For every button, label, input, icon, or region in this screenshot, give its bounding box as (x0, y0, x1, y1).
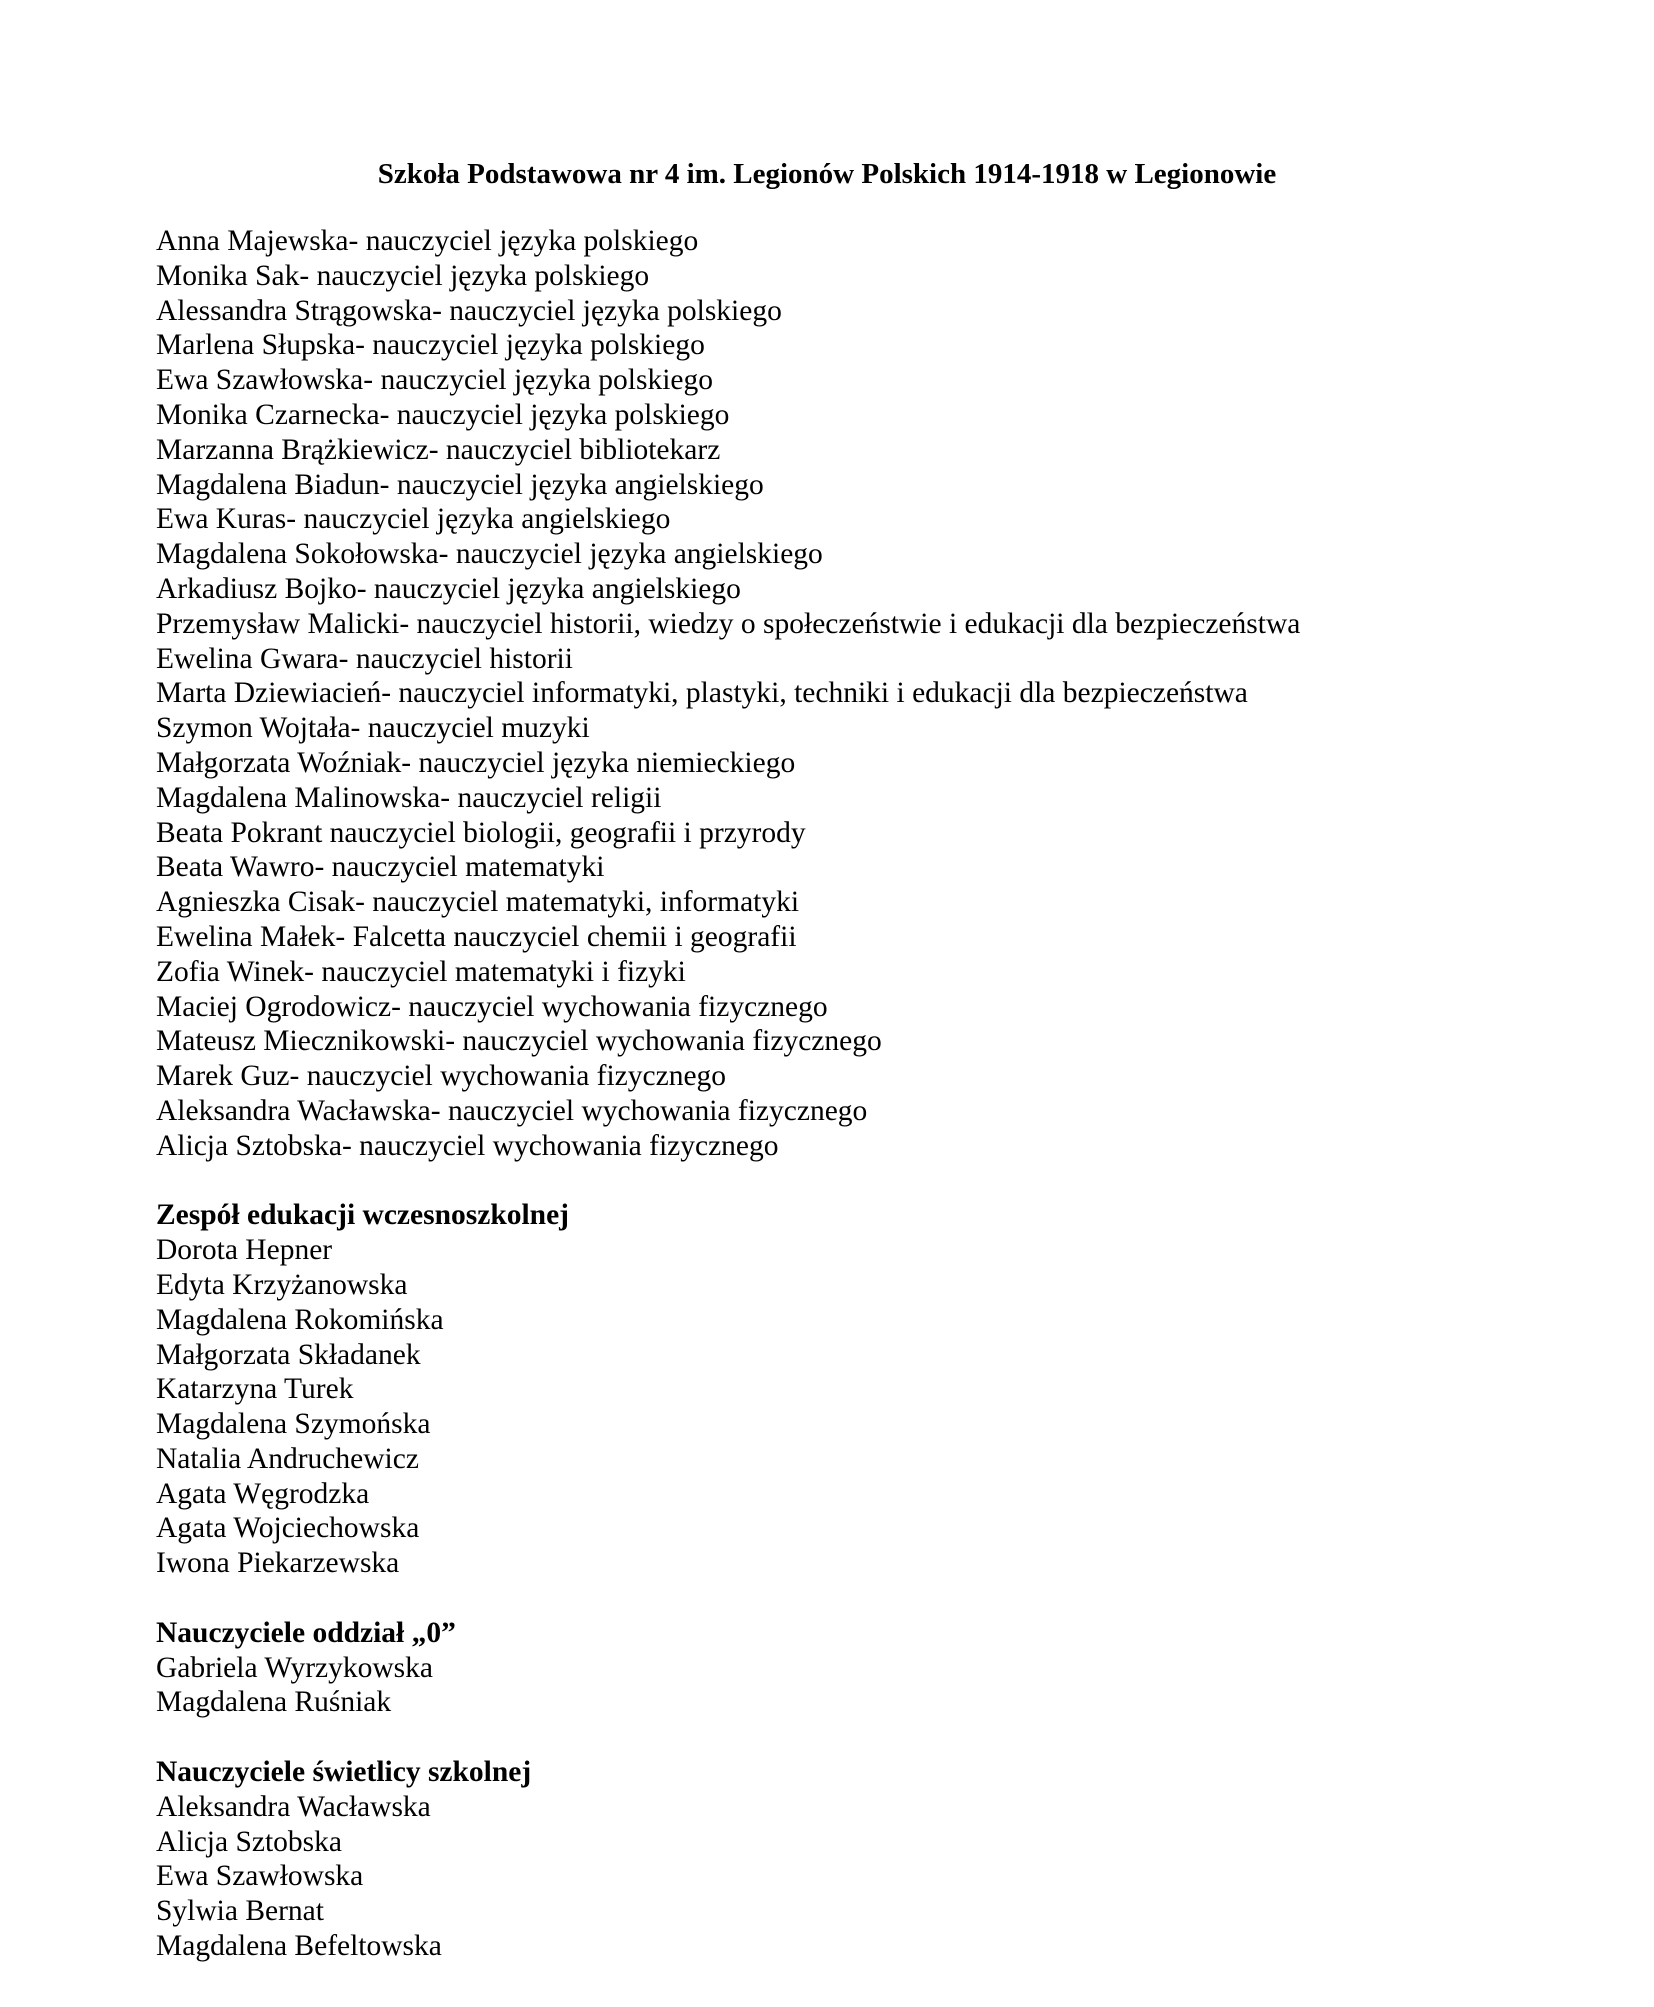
teacher-entry: Agnieszka Cisak- nauczyciel matematyki, informatyki (156, 886, 800, 919)
day-room-member: Magdalena Befeltowska (156, 1930, 442, 1963)
day-room-member: Alicja Sztobska (156, 1825, 342, 1858)
zero-class-member: Gabriela Wyrzykowska (156, 1651, 434, 1684)
teachers-list (156, 224, 1556, 1164)
teacher-entry: Magdalena Biadun- nauczyciel języka angielskiego (156, 468, 764, 501)
teacher-entry: Mateusz Miecznikowski- nauczyciel wychowania fizycznego (156, 1025, 882, 1058)
teacher-entry: Beata Pokrant nauczyciel biologii, geografii i przyrody (156, 816, 806, 849)
day-room-member: Aleksandra Wacławska (156, 1790, 431, 1823)
teacher-entry: Monika Czarnecka- nauczyciel języka polskiego (156, 398, 730, 431)
teacher-entry: Marzanna Brążkiewicz- nauczyciel bibliotekarz (156, 433, 721, 466)
early-education-member: Natalia Andruchewicz (156, 1442, 419, 1475)
zero-class-heading: Nauczyciele oddział „0” (156, 1616, 456, 1649)
teacher-entry: Alessandra Strągowska- nauczyciel języka polskiego (156, 294, 782, 327)
early-education-member: Dorota Hepner (156, 1234, 333, 1267)
early-education-section (156, 1198, 1556, 1581)
teacher-entry: Ewelina Małek- Falcetta nauczyciel chemii i geografii (156, 920, 797, 953)
early-education-member: Edyta Krzyżanowska (156, 1268, 408, 1301)
teacher-entry: Aleksandra Wacławska- nauczyciel wychowania fizycznego (156, 1094, 868, 1127)
teacher-entry: Beata Wawro- nauczyciel matematyki (156, 851, 605, 884)
day-room-member: Ewa Szawłowska (156, 1860, 364, 1893)
teacher-entry: Magdalena Sokołowska- nauczyciel języka angielskiego (156, 538, 823, 571)
early-education-member: Magdalena Szymońska (156, 1408, 431, 1441)
early-education-heading: Zespół edukacji wczesnoszkolnej (156, 1199, 569, 1232)
teacher-entry: Małgorzata Woźniak- nauczyciel języka niemieckiego (156, 746, 796, 779)
early-education-member: Agata Węgrodzka (156, 1477, 370, 1510)
teacher-entry: Ewelina Gwara- nauczyciel historii (156, 642, 573, 675)
zero-class-section (156, 1616, 1556, 1720)
teacher-entry: Anna Majewska- nauczyciel języka polskiego (156, 225, 699, 257)
early-education-member: Katarzyna Turek (156, 1373, 354, 1406)
teacher-entry: Marek Guz- nauczyciel wychowania fizycznego (156, 1060, 727, 1093)
teacher-entry: Alicja Sztobska- nauczyciel wychowania fizycznego (156, 1129, 779, 1162)
teacher-entry: Marta Dziewiacień- nauczyciel informatyki, plastyki, techniki i edukacji dla bezpieczeństwa (156, 677, 1248, 710)
teacher-entry: Zofia Winek- nauczyciel matematyki i fizyki (156, 955, 686, 988)
teacher-entry: Arkadiusz Bojko- nauczyciel języka angielskiego (156, 572, 741, 605)
early-education-member: Magdalena Rokomińska (156, 1303, 444, 1336)
teacher-entry: Maciej Ogrodowicz- nauczyciel wychowania fizycznego (156, 990, 828, 1023)
day-room-member: Sylwia Bernat (156, 1895, 324, 1928)
day-room-section (156, 1755, 1556, 1964)
teacher-entry: Szymon Wojtała- nauczyciel muzyki (156, 712, 590, 745)
teacher-entry: Magdalena Malinowska- nauczyciel religii (156, 781, 662, 814)
early-education-member: Iwona Piekarzewska (156, 1547, 400, 1580)
document-content (156, 224, 1556, 1964)
early-education-member: Małgorzata Składanek (156, 1338, 421, 1371)
document-title: Szkoła Podstawowa nr 4 im. Legionów Polskich 1914-1918 w Legionowie (377, 158, 1277, 190)
teacher-entry: Monika Sak- nauczyciel języka polskiego (156, 259, 650, 292)
zero-class-member: Magdalena Ruśniak (156, 1686, 392, 1719)
day-room-heading: Nauczyciele świetlicy szkolnej (156, 1756, 532, 1789)
teacher-entry: Ewa Kuras- nauczyciel języka angielskiego (156, 503, 671, 536)
early-education-member: Agata Wojciechowska (156, 1512, 420, 1545)
teacher-entry: Ewa Szawłowska- nauczyciel języka polskiego (156, 364, 714, 397)
teacher-entry: Przemysław Malicki- nauczyciel historii, wiedzy o społeczeństwie i edukacji dla bezpieczeństwa (156, 607, 1301, 640)
teacher-entry: Marlena Słupska- nauczyciel języka polskiego (156, 329, 705, 362)
